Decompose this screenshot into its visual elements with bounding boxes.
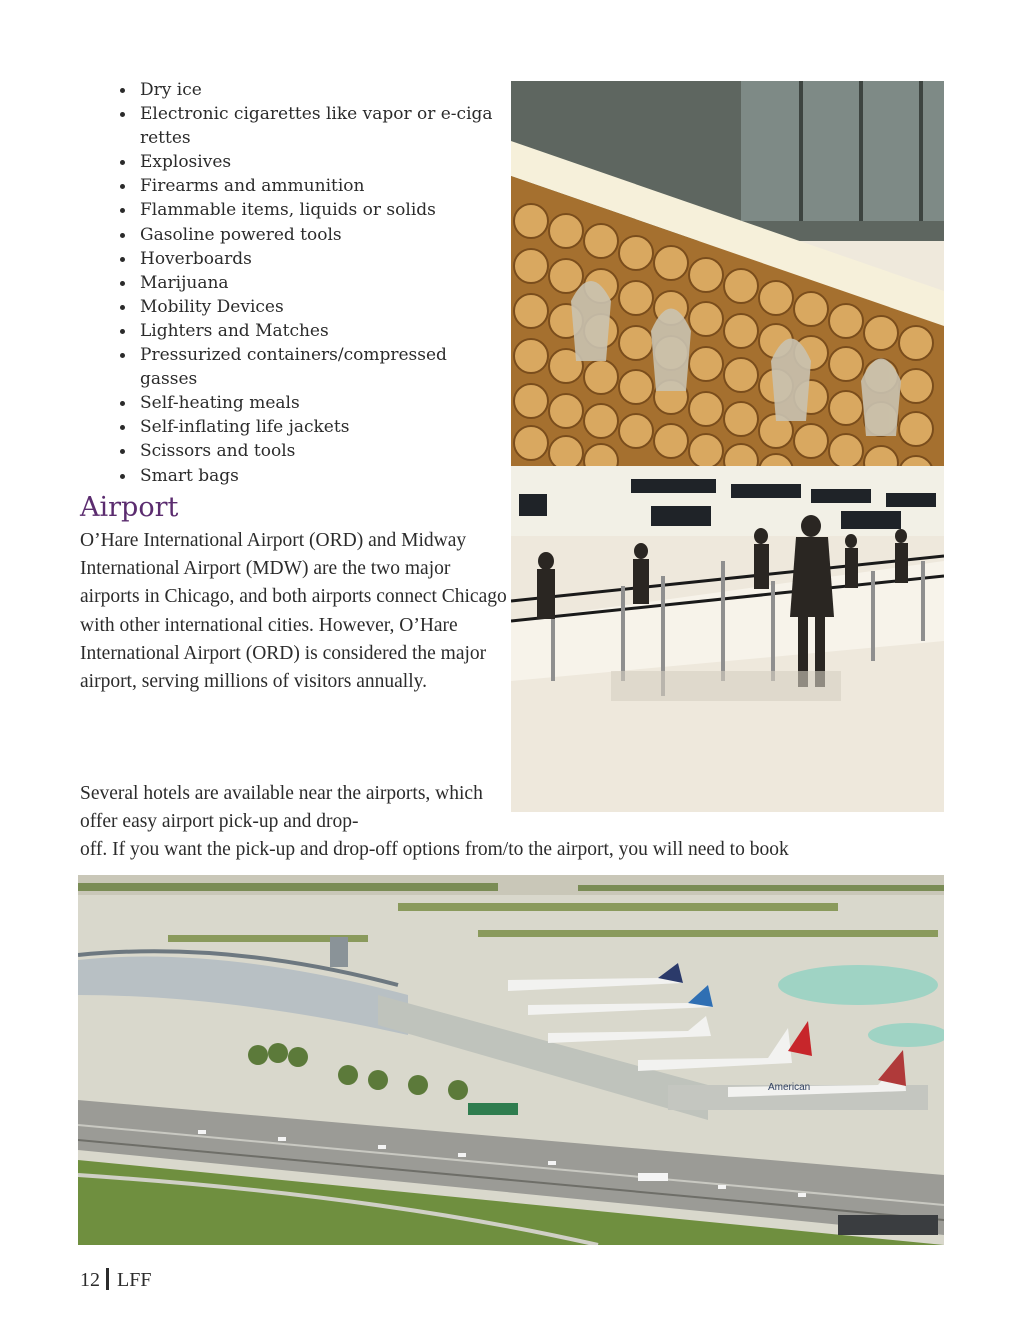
list-item: Dry ice [116, 78, 506, 102]
list-item: Self-heating meals [116, 391, 506, 415]
list-item: Electronic cigarettes like vapor or e-ciga rettes [116, 102, 506, 150]
page-number: 12 [80, 1269, 100, 1291]
hotels-paragraph-start: Several hotels are available near the airports, which offer easy airport pick-up and drop- [80, 783, 483, 833]
list-item: Explosives [116, 150, 506, 174]
list-item: Scissors and tools [116, 439, 506, 463]
airport-aerial-photo [78, 875, 944, 1245]
list-item: Pressurized containers/compressed gasses [116, 343, 506, 391]
list-item: Mobility Devices [116, 295, 506, 319]
prohibited-items-list [116, 78, 506, 488]
hotels-paragraph-continued: off. If you want the pick-up and drop-off options from/to the airport, you will need to book [80, 839, 789, 860]
list-item: Firearms and ammunition [116, 174, 506, 198]
page-footer [80, 1268, 151, 1292]
list-item: Marijuana [116, 271, 506, 295]
list-item: Gasoline powered tools [116, 223, 506, 247]
airport-paragraph: O’Hare International Airport (ORD) and Midway International Airport (MDW) are the two major airports in Chicago, and both airports connect Chicago with other international cities. However, O’Hare International Airport (ORD) is considered the major airport, serving millions of visitors annually. [80, 530, 507, 693]
terminal-interior-photo [511, 81, 944, 812]
list-item: Self-inflating life jackets [116, 415, 506, 439]
footer-divider [106, 1268, 109, 1290]
list-item: Smart bags [116, 464, 506, 488]
list-item: Flammable items, liquids or solids [116, 198, 506, 222]
aerial-sign-text: American [768, 1082, 811, 1093]
list-item: Lighters and Matches [116, 319, 506, 343]
publication-name: LFF [117, 1269, 152, 1291]
section-heading: Airport [80, 492, 179, 523]
list-item: Hoverboards [116, 247, 506, 271]
